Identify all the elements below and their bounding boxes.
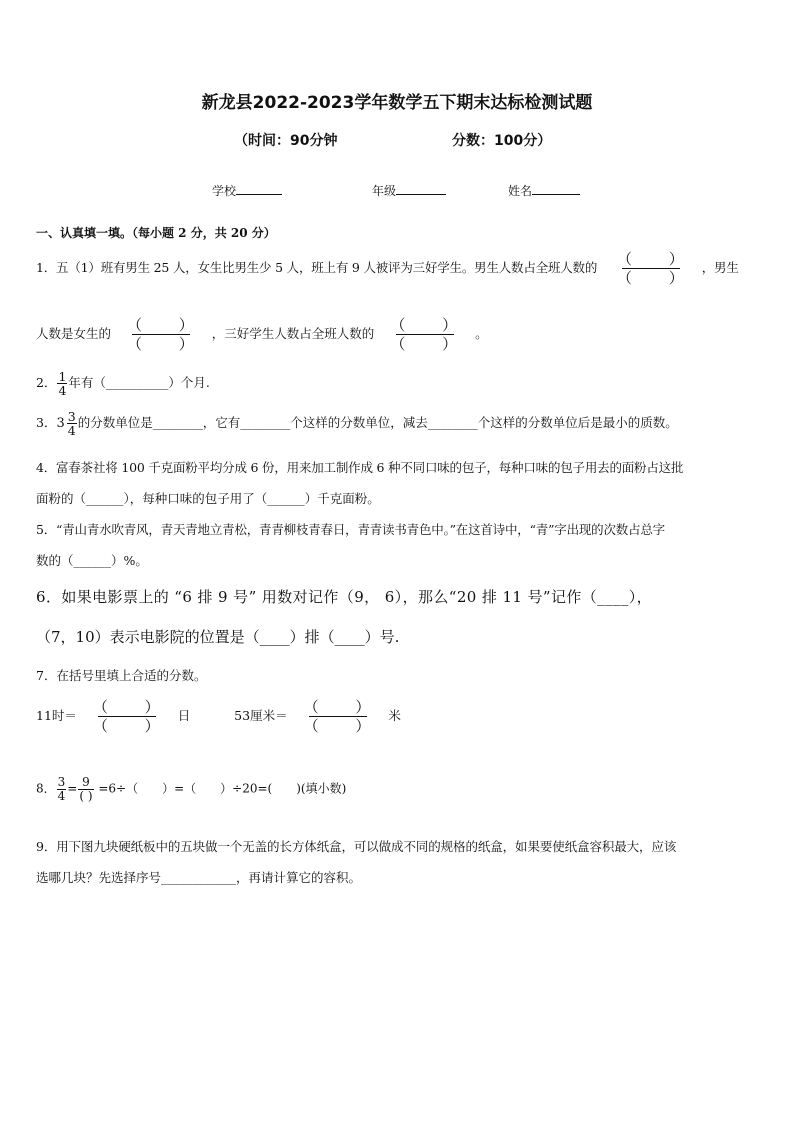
q3-frac-num: 3	[67, 409, 76, 424]
q2-fraction	[57, 370, 67, 397]
question-5-line-1: 5．“青山青水吹青风，青天青地立青松，青青柳枝青春日，青青读书青色中。”在这首诗中，“青”字出现的次数占总字	[36, 522, 665, 537]
q8-f1-num: 3	[57, 775, 66, 789]
q2-number: 2．	[36, 375, 57, 391]
question-6-line-2: （7，10）表示电影院的位置是（____）排（____）号.	[36, 628, 400, 646]
grade-field	[372, 182, 446, 199]
q8-f2-den: ( )	[79, 788, 93, 803]
q7-answer-fraction-2[interactable]	[290, 698, 387, 735]
school-field	[212, 182, 282, 199]
q1-paren-num: （ ）	[616, 250, 700, 268]
question-5-line-2: 数的（______）%。	[36, 553, 148, 568]
q1-text-d: ，三好学生人数占全班人数的	[211, 326, 375, 341]
q2-frac-den: 4	[58, 383, 67, 399]
question-4-line-2: 面粉的（______），每种口味的包子用了（______）千克面粉。	[36, 491, 380, 506]
name-label: 姓名	[508, 184, 533, 198]
exam-score: 分数：100分）	[452, 133, 552, 149]
q3-frac-den: 4	[67, 423, 76, 439]
q1-paren-den: （ ）	[390, 335, 474, 353]
q1-text-b: ，男生	[701, 260, 739, 275]
question-8	[36, 776, 346, 802]
q8-f2-num: 9	[82, 775, 90, 789]
q3-mixed-number	[56, 410, 77, 437]
q7-answer-fraction-1[interactable]	[79, 698, 176, 735]
q7-paren-num: （ ）	[92, 698, 176, 716]
q7-right-unit: 米	[388, 708, 401, 723]
q7-left-label: 11时＝	[36, 708, 77, 723]
q1-text-c: 人数是女生的	[36, 326, 112, 341]
question-1-line-1	[36, 250, 739, 287]
question-7-prompt: 7．在括号里填上合适的分数。	[36, 668, 207, 683]
q2-frac-num: 1	[58, 369, 67, 384]
question-6-line-1: 6．如果电影票上的 “6 排 9 号” 用数对记作（9， 6），那么“20 排 11 号”记作（____），	[36, 588, 653, 606]
school-label: 学校	[212, 184, 237, 198]
school-blank[interactable]	[236, 182, 282, 195]
q1-text-e: 。	[475, 326, 488, 341]
q3-whole: 3	[56, 416, 65, 432]
question-1-line-2	[36, 316, 488, 353]
q8-number: 8．	[36, 781, 56, 796]
q1-paren-num: （ ）	[390, 316, 474, 334]
question-4-line-1: 4．富春茶社将 100 千克面粉平均分成 6 份，用来加工制作成 6 种不同口味的包子，每种口味的包子用去的面粉占这批	[36, 460, 684, 475]
exam-title: 新龙县2022-2023学年数学五下期末达标检测试题	[201, 93, 593, 113]
q7-paren-den: （ ）	[92, 717, 176, 735]
q8-fraction-2[interactable]	[78, 776, 93, 802]
section-heading: 一、认真填一填。（每小题 2 分，共 20 分）	[36, 226, 276, 240]
grade-label: 年级	[372, 184, 397, 198]
name-field	[508, 182, 580, 199]
q7-right-label: 53厘米＝	[234, 708, 288, 723]
q8-f1-den: 4	[57, 788, 66, 803]
q3-text: 的分数单位是________，它有________个这样的分数单位，减去________个这样的分数单位后是最小的质数。	[77, 415, 678, 431]
question-2	[36, 370, 210, 397]
q1-paren-den: （ ）	[127, 335, 210, 353]
q7-paren-num: （ ）	[303, 698, 387, 716]
q1-paren-num: （ ）	[127, 316, 210, 334]
q1-text-a: 1．五（1）班有男生 25 人，女生比男生少 5 人，班上有 9 人被评为三好学生。男生人数占全班人数的	[36, 260, 598, 275]
q3-fraction	[67, 410, 77, 437]
q1-answer-fraction-2[interactable]	[113, 316, 210, 353]
q2-text: 年有（__________）个月.	[68, 375, 210, 391]
q7-left-unit: 日	[177, 708, 191, 723]
q8-fraction-1	[57, 776, 67, 802]
grade-blank[interactable]	[396, 182, 446, 195]
exam-time: （时间：90分钟	[234, 133, 338, 149]
q7-paren-den: （ ）	[303, 717, 387, 735]
q1-answer-fraction-3[interactable]	[376, 316, 473, 353]
q8-text: =6÷（ ）=（ ）÷20=( )(填小数)	[98, 781, 347, 796]
question-9-line-1: 9．用下图九块硬纸板中的五块做一个无盖的长方体纸盒，可以做成不同的规格的纸盒，如果要使纸盒容积最大，应该	[36, 839, 677, 854]
question-3	[36, 410, 678, 437]
question-7-items	[36, 698, 401, 735]
q8-equals: =	[67, 781, 78, 796]
name-blank[interactable]	[532, 182, 580, 195]
q1-answer-fraction-1[interactable]	[603, 250, 700, 287]
q1-paren-den: （ ）	[616, 269, 700, 287]
question-9-line-2: 选哪几块？先选择序号____________，再请计算它的容积。	[36, 870, 362, 885]
q3-number: 3．	[36, 415, 57, 431]
